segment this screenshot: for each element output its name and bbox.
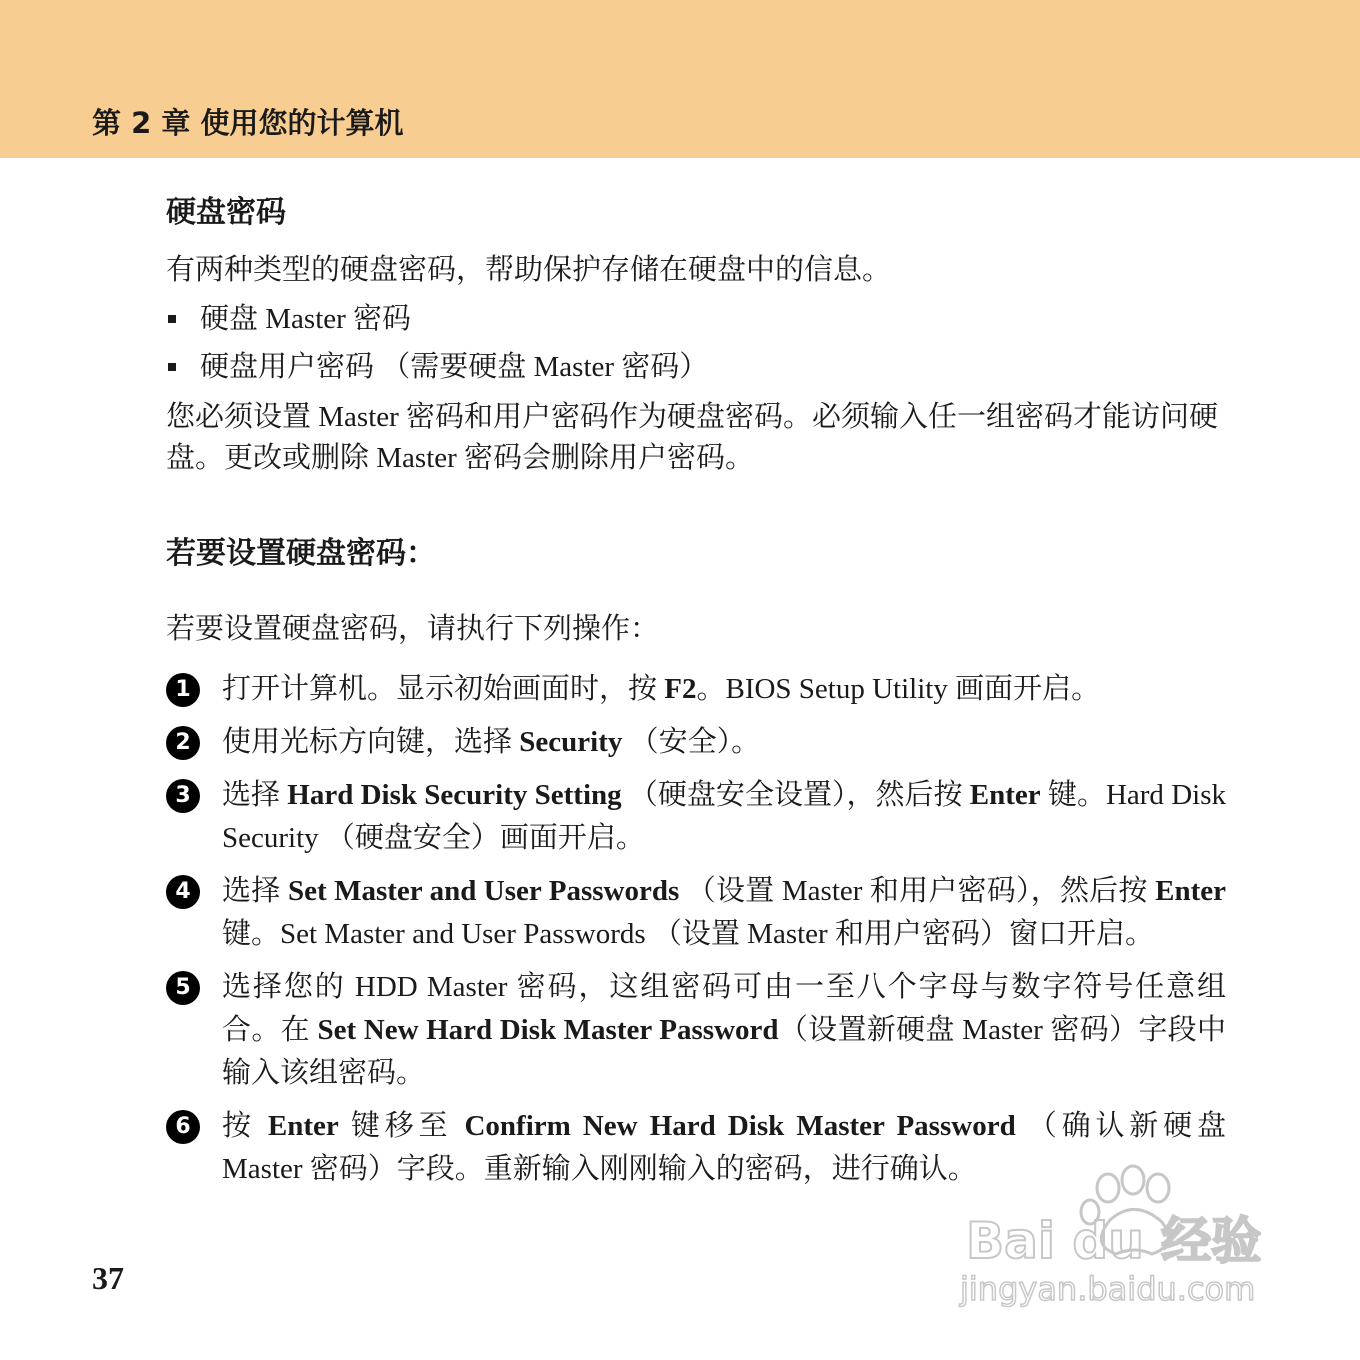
intro-paragraph: 有两种类型的硬盘密码，帮助保护存储在硬盘中的信息。 <box>166 254 892 286</box>
page-number: 37 <box>92 1260 124 1296</box>
step-text: 打开计算机。显示初始画面时，按 <box>222 673 665 705</box>
section-heading-set-password: 若要设置硬盘密码： <box>166 536 436 571</box>
step-key-term: Security <box>519 726 623 758</box>
step-number-badge: 3 <box>166 779 200 813</box>
step-key-term: Set Master and User Passwords <box>287 875 680 907</box>
step-text: 键。Hard Disk Security （硬盘安全）画面开启。 <box>222 779 1226 854</box>
step-item <box>166 774 1226 860</box>
step-number-badge: 6 <box>166 1110 200 1144</box>
step-text: （设置新硬盘 Master 密码）字段中输入该组密码。 <box>222 1014 1226 1089</box>
password-type-list <box>166 295 1226 391</box>
step-number-badge: 4 <box>166 875 200 909</box>
step-text: 按 <box>222 1110 268 1142</box>
step-key-term: Hard Disk Security Setting <box>287 779 622 811</box>
steps-list <box>166 668 1226 1191</box>
step-item <box>166 721 1226 764</box>
step-text: 。BIOS Setup Utility 画面开启。 <box>696 673 1101 705</box>
step-text: 使用光标方向键，选择 <box>222 726 520 758</box>
master-password-note: 您必须设置 Master 密码和用户密码作为硬盘密码。必须输入任一组密码才能访问硬盘。更改或删除 Master 密码会删除用户密码。 <box>166 401 1219 474</box>
step-key-term: Enter <box>969 779 1041 811</box>
step-number-badge: 1 <box>166 673 200 707</box>
step-text: 选择 <box>222 779 288 811</box>
step-text: 键。Set Master and User Passwords （设置 Master 和用户密码）窗口开启。 <box>222 918 1154 950</box>
step-item <box>166 668 1226 711</box>
step-key-term: Enter <box>1155 875 1226 907</box>
steps-lead: 若要设置硬盘密码，请执行下列操作： <box>166 613 660 645</box>
page-content <box>166 190 1226 1201</box>
baidu-jingyan-watermark <box>930 1150 1290 1320</box>
step-number-badge: 5 <box>166 971 200 1005</box>
step-key-term: Enter <box>267 1110 339 1142</box>
step-text: （硬盘安全设置），然后按 <box>621 779 970 811</box>
list-item: 硬盘 Master 密码 <box>166 295 1226 343</box>
watermark-logo-text: Bai du 经验 <box>966 1212 1262 1270</box>
step-key-term: F2 <box>664 673 697 705</box>
step-text: （设置 Master 和用户密码），然后按 <box>679 875 1156 907</box>
section-heading-hdd-password: 硬盘密码 <box>166 195 286 230</box>
step-text: 键移至 <box>338 1110 465 1142</box>
chapter-title: 第 2 章 使用您的计算机 <box>92 106 404 140</box>
step-key-term: Set New Hard Disk Master Password <box>317 1014 779 1046</box>
step-text: （确认新硬盘 Master 密码）字段。重新输入刚刚输入的密码，进行确认。 <box>222 1110 1226 1185</box>
step-text: 选择 <box>222 875 288 907</box>
list-item: 硬盘用户密码 （需要硬盘 Master 密码） <box>166 343 1226 391</box>
step-number-badge: 2 <box>166 726 200 760</box>
step-item <box>166 966 1226 1095</box>
step-key-term: Confirm New Hard Disk Master Password <box>464 1110 1016 1142</box>
watermark-url: jingyan.baidu.com <box>960 1270 1256 1308</box>
step-text: （安全）。 <box>622 726 761 758</box>
step-text: 选择您的 HDD Master 密码，这组密码可由一至八个字母与数字符号任意组合。在 <box>222 971 1226 1046</box>
step-item <box>166 870 1226 956</box>
